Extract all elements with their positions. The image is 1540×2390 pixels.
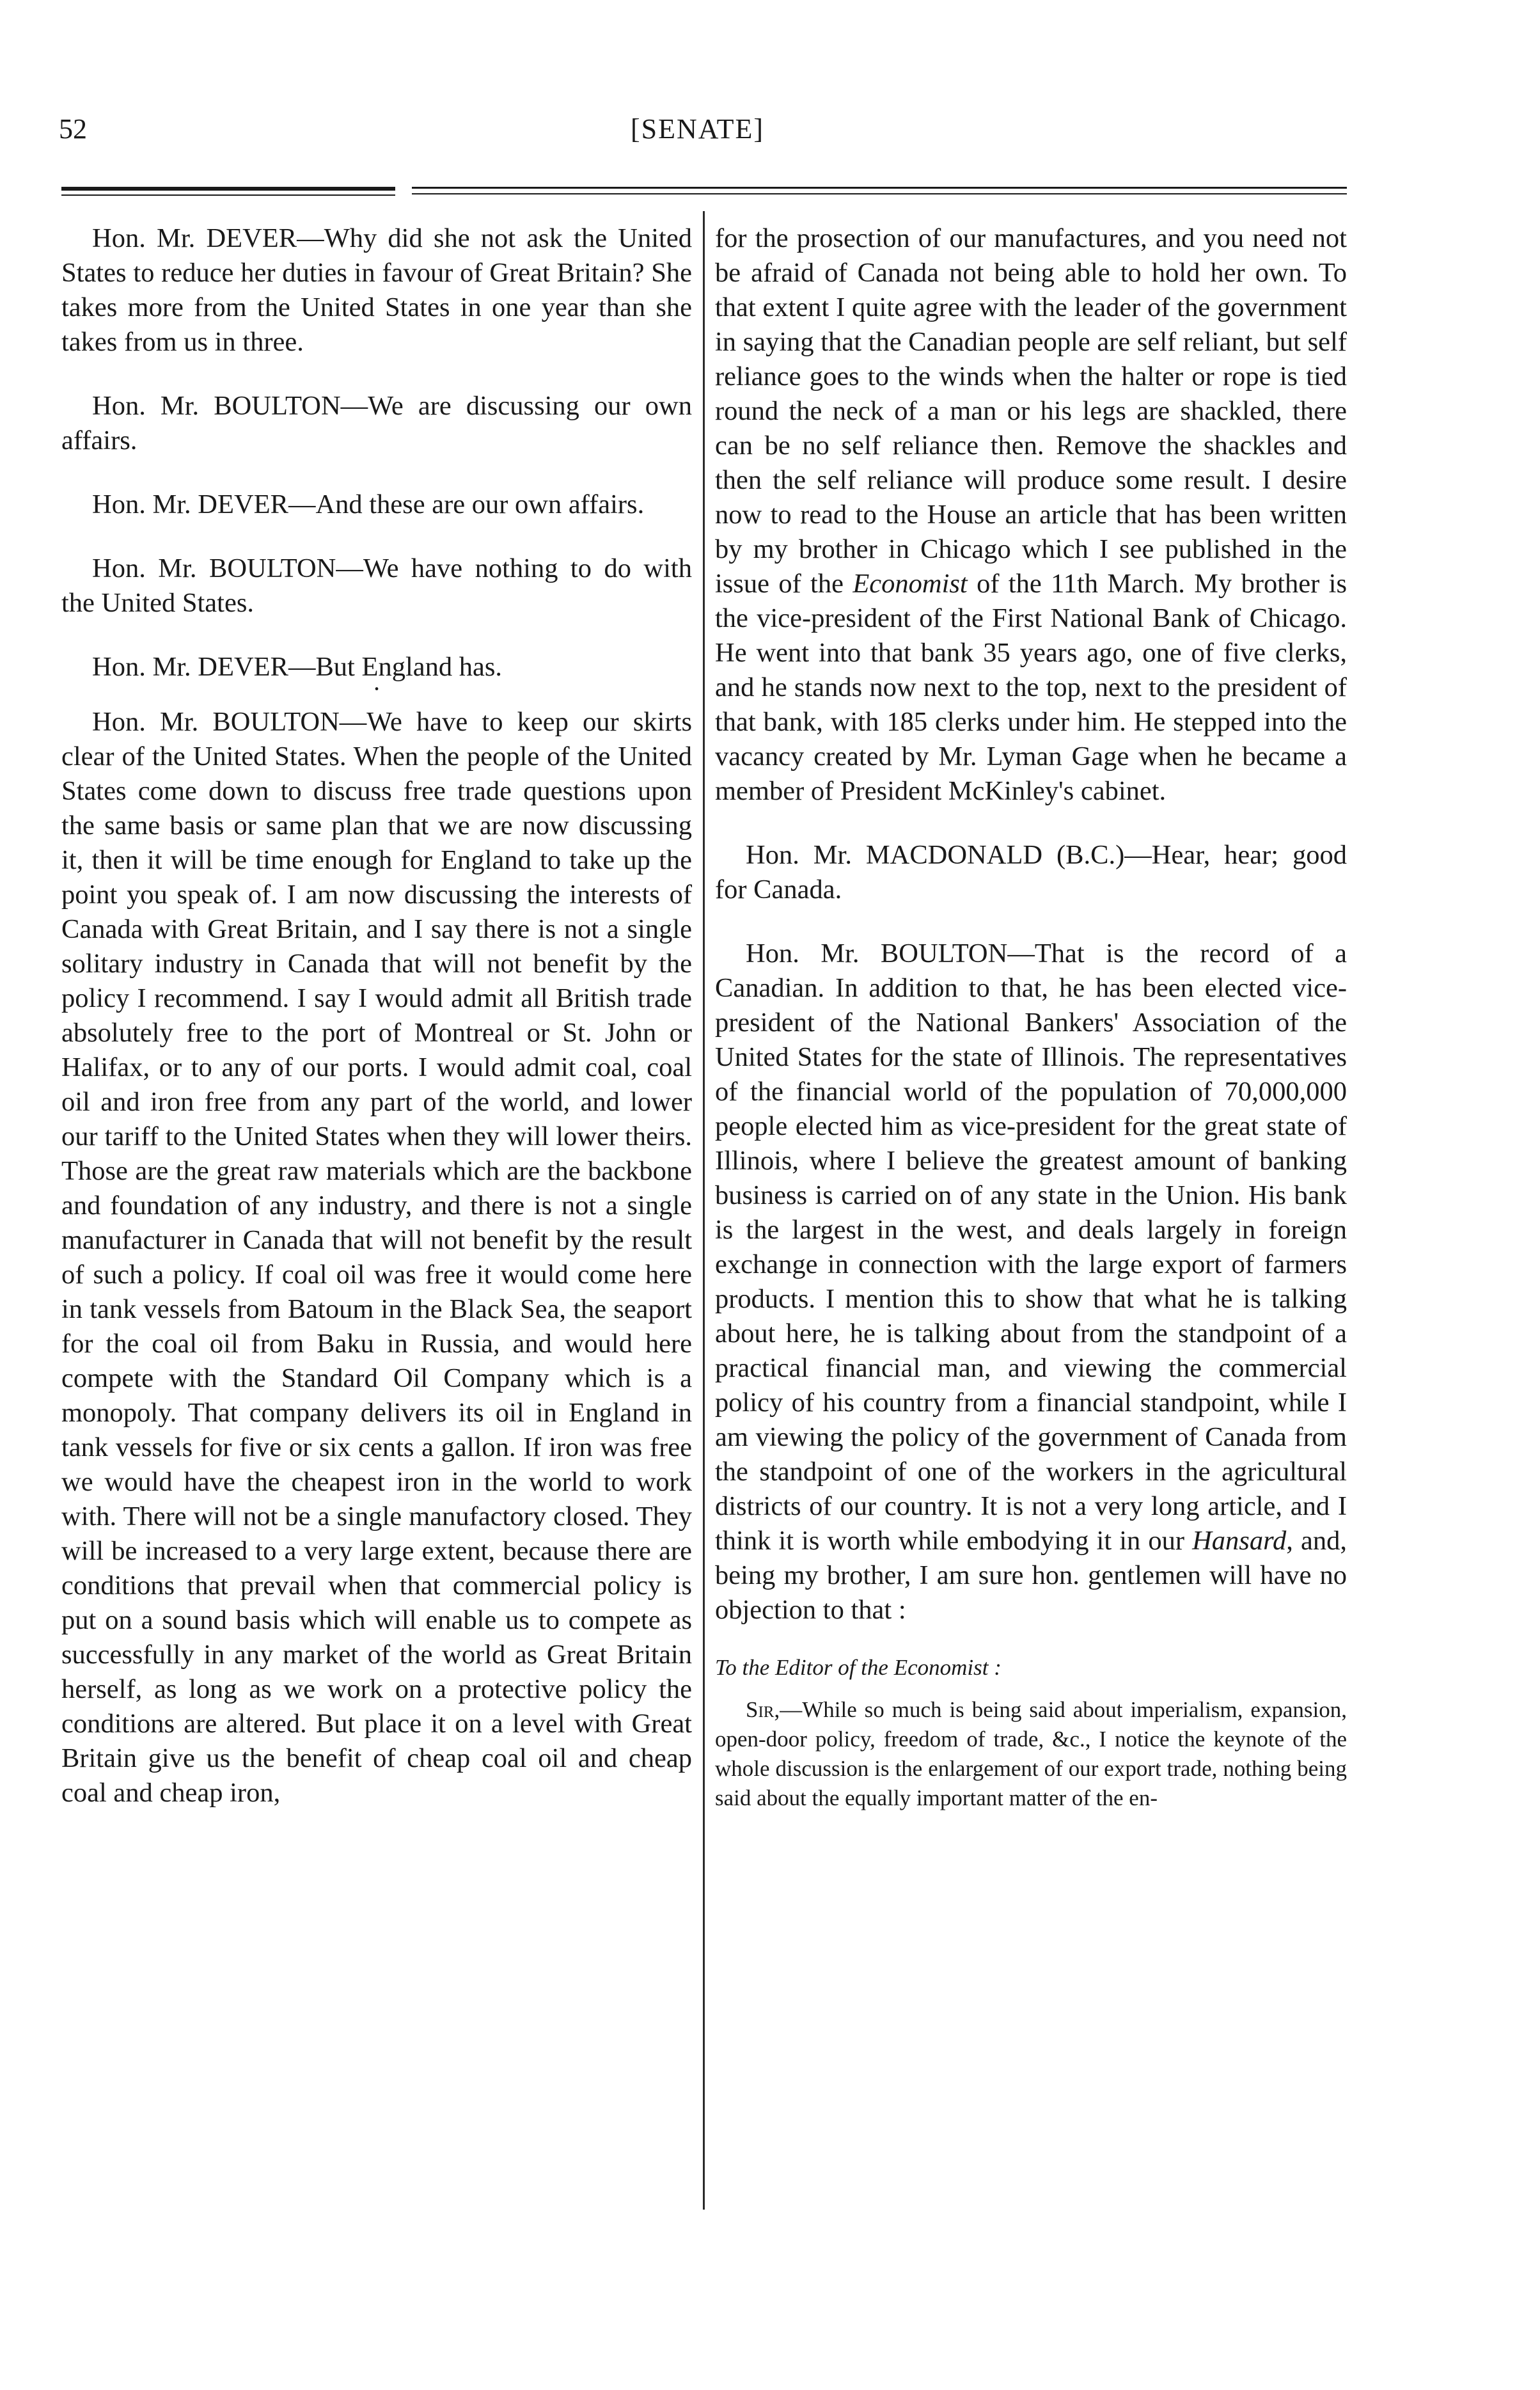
speech-paragraph [61, 389, 692, 458]
speech-text: of the 11th March. My brother is the vice-president of the First National Bank of Chicago. He went into that bank 35 years ago, one of five clerks, and he stands now next to the top, next to the president of that bank, with 185 clerks under him. He stepped into the vacancy created by Mr. Lyman Gage when he became a member of President McKinley's cabinet. [715, 569, 1347, 806]
column-divider [703, 211, 705, 2210]
publication-title: Economist [852, 569, 968, 599]
right-column [715, 221, 1347, 1813]
speech-text: —We have nothing to do with the United States. [61, 553, 692, 618]
speech-text: —That is the record of a Canadian. In addition to that, he has been elected vice-president of the National Bankers' Association of the United States for the state of Illinois. The representatives of the financial world of the population of 70,000,000 people elected him as vice-president for the great state of Illinois, where I believe the greatest amount of banking business is carried on of any state in the Union. His bank is the largest in the west, and deals largely in foreign exchange in connection with the large export of farmers products. I mention this to show that what he is talking about here, he is talking about from the standpoint of a practical financial man, and viewing the commercial policy of his country from a financial standpoint, while I am viewing the policy of the government of Canada from the standpoint of one of the workers in the agricultural districts of our country. It is not a very long article, and I think it is worth while embodying it in our [715, 938, 1347, 1556]
speaker-name: Hon. Mr. DEVER [92, 652, 288, 682]
speech-paragraph [61, 221, 692, 360]
speech-text: —Hear, hear; good for Canada. [715, 840, 1347, 905]
speech-paragraph [61, 487, 692, 522]
publication-title: Hansard [1192, 1526, 1287, 1556]
speaker-name: Hon. Mr. BOULTON [746, 938, 1008, 969]
speech-text: , and, being my brother, I am sure hon. gentlemen will have no objection to that : [715, 1526, 1347, 1625]
letter-lead: Sir [746, 1697, 774, 1722]
speech-text: —We have to keep our skirts clear of the United States. When the people of the United States come down to discuss free trade questions upon the same basis or same plan that we are now discussing it, then it will be time enough for England to take up the point you speak of. I am now discussing the interests of Canada with Great Britain, and I say there is not a single solitary industry in Canada that will not benefit by the policy I recommend. I say I would admit all British trade absolutely free to the port of Montreal or St. John or Halifax, or to any of our ports. I would admit coal, coal oil and iron free from any part of the world, and lower our tariff to the United States when they will lower theirs. Those are the great raw materials which are the backbone and foundation of any industry, and there is not a single manufacturer in Canada that will not benefit by the result of such a policy. If coal oil was free it would come here in tank vessels from Batoum in the Black Sea, the seaport for the coal oil from Baku in Russia, and would here compete with the Standard Oil Company which is a monopoly. That company delivers its oil in England in tank vessels for five or six cents a gallon. If iron was free we would have the cheapest iron in the world to work with. There will not be a single manufactory closed. They will be increased to a very large extent, because there are conditions that prevail when that commercial policy is put on a sound basis which will enable us to compete as successfully in any market of the world as Great Britain herself, as long as we work on a protective policy the conditions are altered. But place it on a level with Great Britain give us the benefit of cheap coal oil and cheap coal and cheap iron, [61, 707, 692, 1808]
speaker-name: Hon. Mr. BOULTON [92, 553, 336, 583]
print-speck: · [372, 674, 381, 703]
header-rule-left-thin [61, 194, 395, 196]
header-rule-right-thin [412, 193, 1347, 194]
speech-paragraph [715, 838, 1347, 907]
speech-text: —Why did she not ask the United States to reduce her duties in favour of Great Britain? She takes more from the United States in one year than she takes from us in three. [61, 223, 692, 357]
speech-text: for the prosection of our manufactures, and you need not be afraid of Canada not being able to hold her own. To that extent I quite agree with the leader of the government in saying that the Canadian people are self reliant, but self reliance goes to the winds when the halter or rope is tied round the neck of a man or his legs are shackled, there can be no self reliance then. Remove the shackles and then the self reliance will produce some result. I desire now to read to the House an article that has been written by my brother in Chicago which I see published in the issue of the [715, 223, 1347, 599]
speaker-name: Hon. Mr. DEVER [92, 223, 297, 253]
speech-paragraph [715, 937, 1347, 1627]
speaker-name: Hon. Mr. MACDONALD (B.C.) [746, 840, 1125, 870]
letter-salutation: To the Editor of the Economist : [715, 1655, 1002, 1680]
letter-text: ,—While so much is being said about imperialism, expansion, open-door policy, freedom of trade, &c., I notice the keynote of the whole discussion is the enlargement of our export trade, nothing being said about the equally important matter of the en- [715, 1697, 1347, 1810]
speech-text: —And these are our own affairs. [288, 489, 645, 519]
page-number: 52 [59, 113, 87, 145]
speaker-name: Hon. Mr. BOULTON [92, 707, 340, 737]
speaker-name: Hon. Mr. BOULTON [92, 391, 341, 421]
speech-text: —We are discussing our own affairs. [61, 391, 692, 455]
letter-paragraph [715, 1695, 1347, 1813]
left-column [61, 221, 692, 1810]
speech-paragraph [61, 705, 692, 1810]
speech-text: —But England has. [288, 652, 503, 682]
continuation-paragraph [715, 221, 1347, 809]
speaker-name: Hon. Mr. DEVER [92, 489, 288, 519]
page-header-title: [SENATE] [631, 113, 765, 145]
header-rule-left [61, 187, 395, 191]
header-rule-right [412, 187, 1347, 189]
speech-paragraph [61, 551, 692, 621]
